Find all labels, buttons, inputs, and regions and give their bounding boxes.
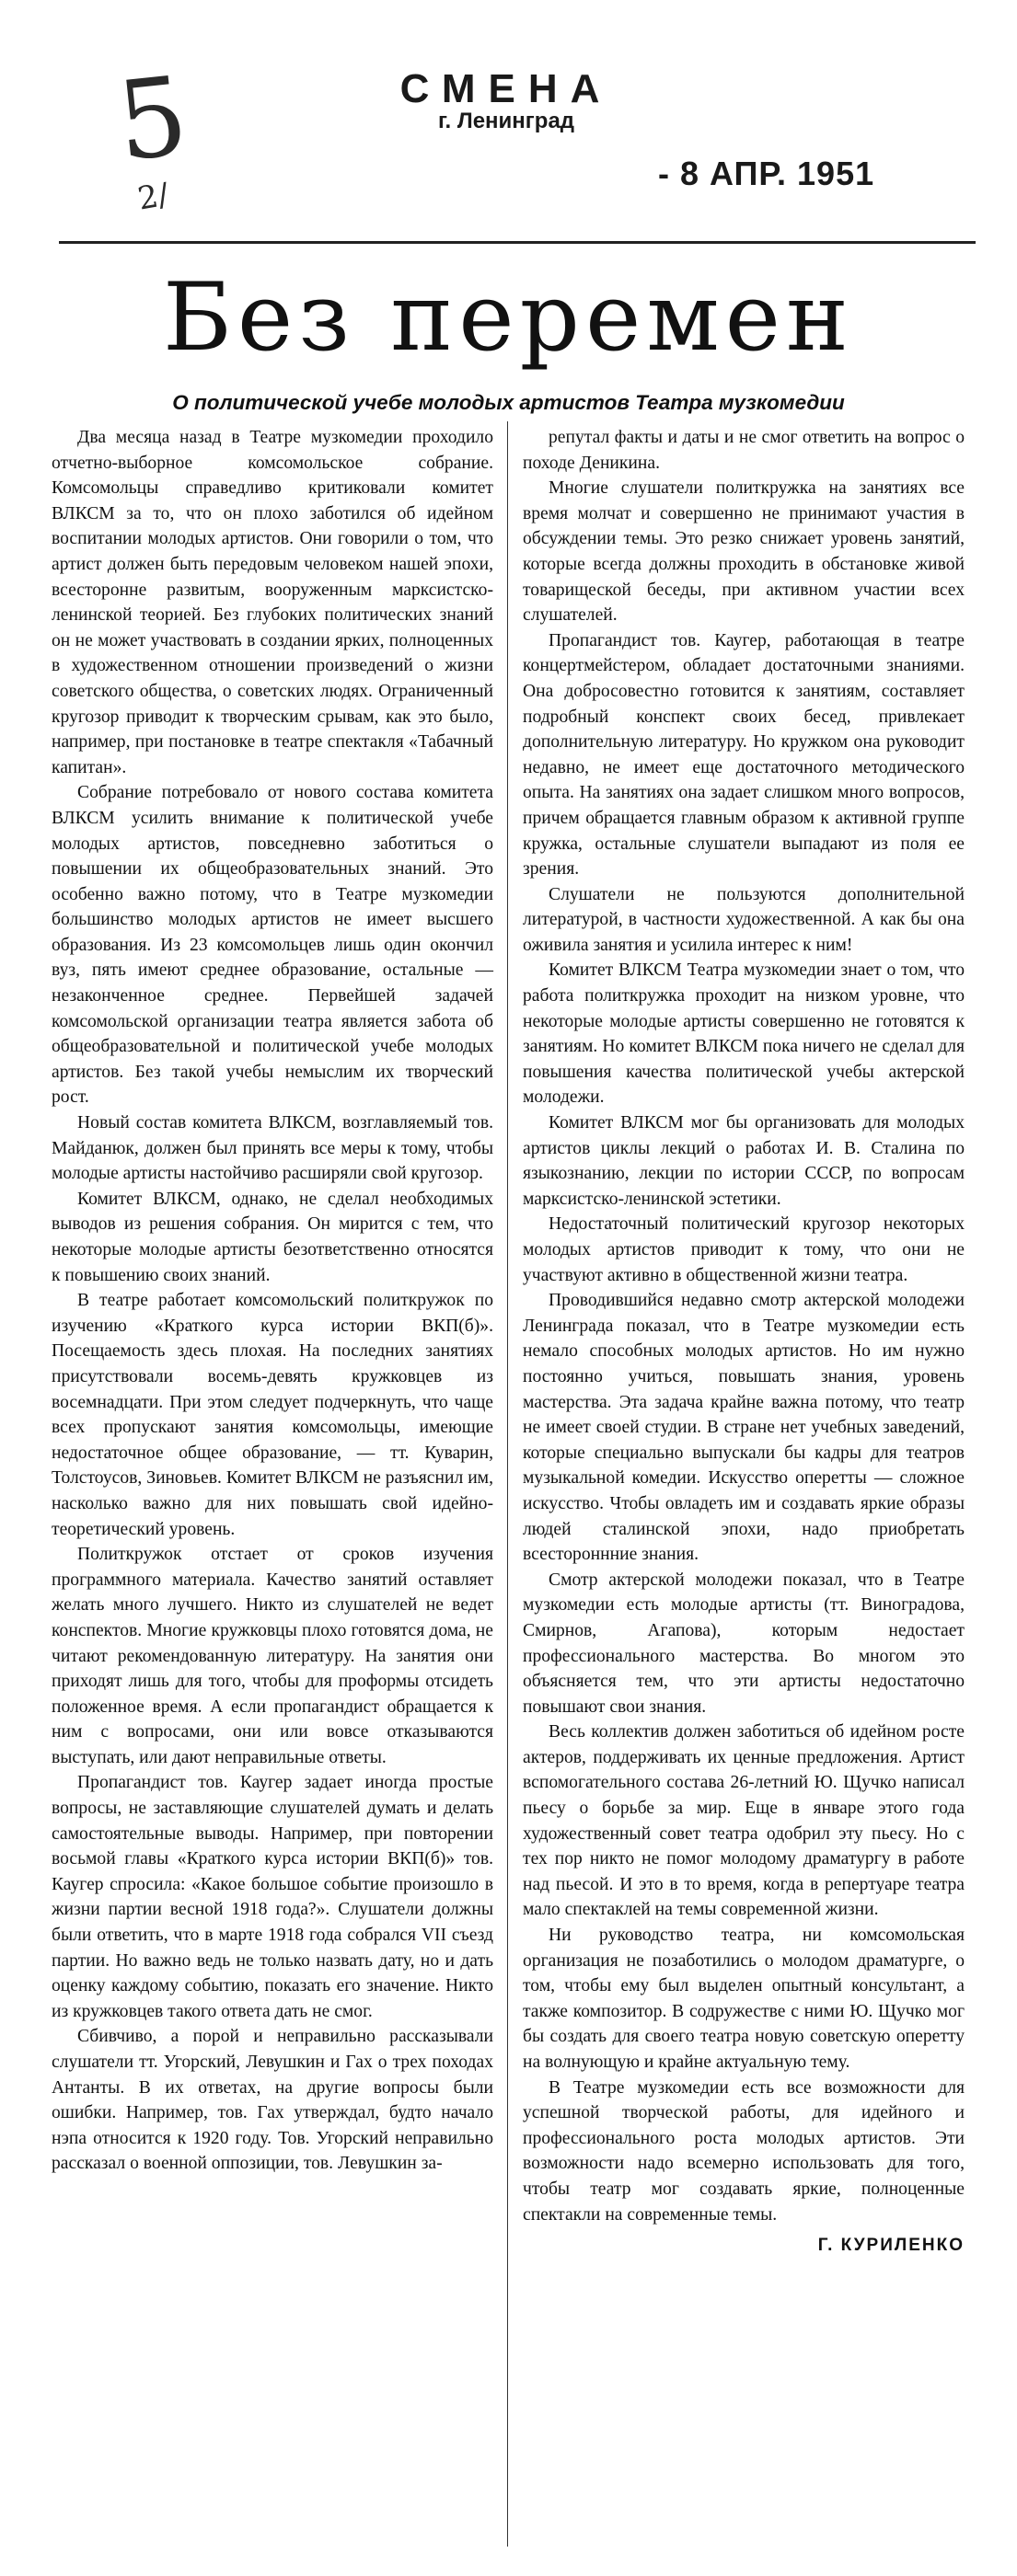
paragraph: Слушатели не пользуются дополнительной литературой, в частности художественной. А как бы она оживила занятия и усилила интерес к ним!	[523, 884, 965, 955]
paragraph: Смотр актерской молодежи показал, что в Театре музкомедии есть молодые артисты (тт. Виноградова, Смирнов, Агапова), которым недостает профессионального мастерства. Во многом это объясняется тем, что эти артисты недостаточно повышают свои знания.	[523, 1570, 965, 1717]
paragraph: Недостаточный политический кругозор некоторых молодых артистов приводит к тому, что они не участвуют активно в общественной жизни театра.	[523, 1214, 965, 1285]
paragraph: Собрание потребовало от нового состава комитета ВЛКСМ усилить внимание к политической учебе молодых артистов, повседневно заботиться о повышении их общеобразовательных знаний. Это особенно важно потому, что в Театре музкомедии большинство молодых артистов не имеет высшего образования. Из 23 комсомольцев лишь один окончил вуз, пять имеют среднее образование, остальные — незаконченное среднее. Первейшей задачей комсомольской организации театра является забота об общеобразовательной и политической учебе молодых артистов. Без такой учебы немыслим их творческий рост.	[52, 783, 493, 1108]
handwritten-note: 2/	[134, 176, 172, 218]
author-signature: Г. КУРИЛЕНКО	[817, 2236, 965, 2256]
handwritten-mark: 5	[110, 52, 194, 186]
article-headline: Без перемен	[162, 263, 855, 373]
paragraph: Пропагандист тов. Каугер задает иногда простые вопросы, не заставляющие слушателей думать и делать самостоятельные выводы. Например, при повторении восьмой главы «Краткого курса истории ВКП(б)» тов. Каугер спросила: «Какое большое событие произошло в жизни партии весной 1918 года?». Слушатели должны были ответить, что в марте 1918 года собрался VII съезд партии. Но важно ведь не только назвать дату, но и дать оценку каждому событию, показать его значение. Никто из кружковцев такого ответа дать не смог.	[52, 1773, 493, 2021]
paragraph: Комитет ВЛКСМ мог бы организовать для молодых артистов циклы лекций о работах И. В. Сталина по языкознанию, лекции по истории СССР, по вопросам марксистско-ленинской эстетики.	[523, 1113, 965, 1209]
newspaper-title: СМЕНА	[399, 66, 613, 111]
paragraph: В Театре музкомедии есть все возможности для успешной творческой работы, для идейного и профессионального роста молодых артистов. Эти возможности надо всемерно использовать для того, чтобы театр мог создавать яркие, полноценные спектакли на современные темы.	[523, 2077, 965, 2225]
paragraph: Проводившийся недавно смотр актерской молодежи Ленинграда показал, что в Театре музкомедии есть немало способных молодых артистов. Но им нужно постоянно учиться, повышать знания, уровень мастерства. Эта задача крайне важна потому, что театр не имеет своей студии. В стране нет учебных заведений, которые специально выпускали бы кадры для театров музыкальной комедии. Искусство оперетты — сложное искусство. Чтобы овладеть им и создавать яркие образы людей сталинской эпохи, надо приобретать всестороннние знания.	[523, 1291, 965, 1565]
paragraph: В театре работает комсомольский политкружок по изучению «Краткого курса истории ВКП(б)». Посещаемость здесь плохая. На последних занятиях присутствовали восемь-девять кружковцев из восемнадцати. При этом следует подчеркнуть, что чаще всех пропускают занятия комсомольцы, имеющие недостаточное общее образование, — тт. Куварин, Толстоусов, Зиновьев. Комитет ВЛКСМ не разъяснил им, насколько важно для них повышать свой идейно-теоретический уровень.	[52, 1291, 493, 1539]
paragraph: Сбивчиво, а порой и неправильно рассказывали слушатели тт. Угорский, Левушкин и Гах о трех походах Антанты. В их ответах, на другие вопросы были ошибки. Например, тов. Гах утверждал, будто начало нэпа относится к 1920 году. Тов. Угорский неправильно рассказал о военной оппозиции, тов. Левушкин за-	[52, 2027, 493, 2174]
paragraph: Два месяца назад в Театре музкомедии проходило отчетно-выборное комсомольское собрание. Комсомольцы справедливо критиковали комитет ВЛКСМ за то, что он плохо заботился об идейном воспитании молодых артистов. Они говорили о том, что артист должен быть передовым человеком нашей эпохи, всесторонне развитым, вооруженным марксистско-ленинской теорией. Без глубоких политических знаний он не может участвовать в создании ярких, полноценных в художественном отношении произведений о жизни советского общества, о советских людях. Ограниченный кругозор приводит к творческим срывам, как это было, например, при постановке в театре спектакля «Табачный капитан».	[52, 428, 493, 777]
column-divider	[507, 421, 508, 2547]
paragraph: Политкружок отстает от сроков изучения программного материала. Качество занятий оставляет желать много лучшего. Никто из слушателей не ведет конспектов. Многие кружковцы плохо готовятся дома, не читают рекомендованную литературу. На занятия они приходят лишь для того, чтобы для проформы отсидеть положенное время. А если пропагандист обращается к ним с вопросами, они или вовсе отказываются выступать, или дают неправильные ответы.	[52, 1545, 493, 1767]
header-rule	[59, 241, 976, 244]
article-column-left	[52, 425, 493, 2532]
paragraph: Пропагандист тов. Каугер, работающая в театре концертмейстером, обладает достаточными знаниями. Она добросовестно готовится к занятиям, составляет подробный конспект своих бесед, привлекает дополнительную литературу. Но кружком она руководит недавно, не имеет еще достаточного методического опыта. На занятиях она задает слишком много вопросов, причем обращается главным образом к активной группе кружка, остальные слушатели выпадают из поля ее зрения.	[523, 630, 965, 880]
paragraph: Комитет ВЛКСМ Театра музкомедии знает о том, что работа политкружка проходит на низком уровне, что некоторые молодые артисты совершенно не готовятся к занятиям. Но комитет ВЛКСМ пока ничего не сделал для повышения качества политической учебы актерской молодежи.	[523, 960, 965, 1108]
paragraph: Комитет ВЛКСМ, однако, не сделал необходимых выводов из решения собрания. Он мирится с тем, что некоторые молодые артисты безответственно относятся к повышению своих знаний.	[52, 1189, 493, 1285]
paragraph: Весь коллектив должен заботиться об идейном росте актеров, поддерживать их ценные предложения. Артист вспомогательного состава 26-летний Ю. Щучко написал пьесу о борьбе за мир. Еще в январе этого года художественный совет театра одобрил эту пьесу. Но с тех пор никто не помог молодому драматургу в работе над пьесой. И это в то время, когда в репертуаре театра мало спектаклей на темы современной жизни.	[523, 1722, 965, 1920]
date-stamp: - 8 АПР. 1951	[658, 155, 875, 192]
masthead	[350, 66, 663, 134]
paragraph: Многие слушатели политкружка на занятиях все время молчат и совершенно не принимают участия в обсуждении темы. Это резко снижает уровень занятий, которые всегда должны проходить в обстановке живой товарищеской беседы, при активном участии всех слушателей.	[523, 478, 965, 626]
article-column-right	[523, 425, 965, 2559]
paragraph: Ни руководство театра, ни комсомольская организация не позаботились о молодом драматурге, о том, чтобы ему был выделен опытный консультант, а также композитор. В содружестве с ними Ю. Щучко мог бы создать для своего театра новую советскую оперетту на волнующую и крайне актуальную тему.	[523, 1926, 965, 2072]
article-subheadline: О политической учебе молодых артистов Театра музкомедии	[172, 391, 845, 414]
newspaper-city: г. Ленинград	[437, 109, 575, 133]
paragraph: репутал факты и даты и не смог ответить на вопрос о походе Деникина.	[523, 428, 965, 473]
paragraph: Новый состав комитета ВЛКСМ, возглавляемый тов. Майданюк, должен был принять все меры к тому, чтобы молодые артисты настойчиво расширяли свой кругозор.	[52, 1113, 493, 1184]
